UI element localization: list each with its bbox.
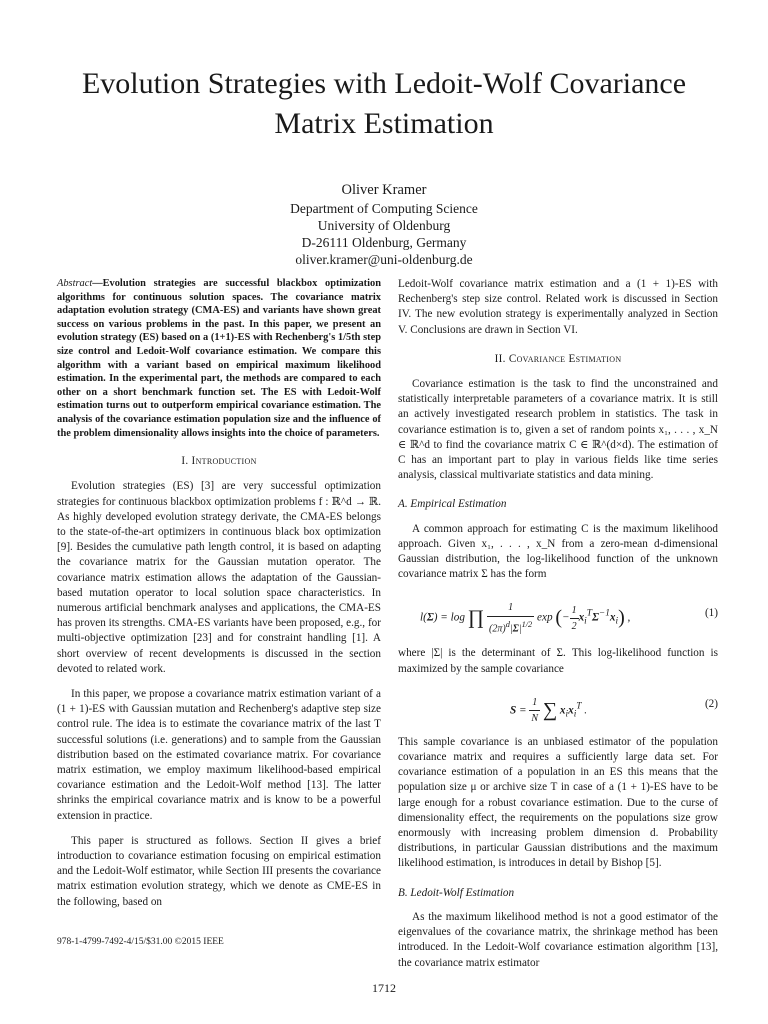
abstract bbox=[57, 277, 381, 440]
page-number: 1712 bbox=[372, 981, 396, 995]
section-heading-introduction: I. Introduction bbox=[181, 455, 257, 468]
author-block bbox=[0, 182, 768, 268]
intro-paragraph-2: In this paper, we propose a covariance matrix estimation variant of a (1 + 1)-ES with Gaussian mutation and Rechenberg's adaptive step size control rule. The idea is to estimate the covariance matrix of the last T successful solutions (i.e. generations) and to sample from the Gaussian distribution based on the estimated covariance matrix. For covariance matrix estimation, we employ maximum likelihood-based empirical covariance estimation and the Ledoit-Wolf method [13]. The latter shrinks the empirical covariance matrix and is know to be a powerful extension in practice. bbox=[57, 687, 381, 822]
equation-2-number: (2) bbox=[704, 697, 718, 710]
ledoit-wolf-paragraph: As the maximum likelihood method is not a good estimator of the eigenvalues of the covariance matrix, the shrinkage method has been introduced. In the Ledoit-Wolf covariance estimation algorithm [13], the covariance matrix estimator bbox=[398, 910, 718, 969]
empirical-paragraph-3: This sample covariance is an unbiased estimator of the population covariance matrix and requires a sufficiently large data set. For covariance estimation of a population in an ES this means that the population size μ or archive size T in case of a (1 + 1)-ES have to be large enough for a robust covariance estimation. Due to the curse of dimensionality effect, the requirements on the populations size grow enormously with increasing problem dimension d. Probability distributions, in particular Gaussian distributions and the maximum likelihood estimation, is introduces in detail by Bishop [5]. bbox=[398, 735, 718, 870]
right-column bbox=[398, 277, 718, 981]
author-address: D-26111 Oldenburg, Germany bbox=[301, 235, 467, 250]
covariance-paragraph: Covariance estimation is the task to find the unconstrained and statistically interpretable parameters of a covariance matrix. It is still an actively investigated research problem in statistics. The task in covariance estimation is to, given a set of random points x₁, . . . , x_N ∈ ℝ^d to find the covariance matrix C ∈ ℝ^(d×d). The estimation of C has an important part to play in various fields like time series analysis, classical multivariate statistics and data mining. bbox=[398, 378, 718, 482]
subsection-heading-ledoit-wolf: B. Ledoit-Wolf Estimation bbox=[398, 886, 515, 899]
equation-2 bbox=[398, 687, 718, 727]
intro-paragraph-3: This paper is structured as follows. Section II gives a brief introduction to covariance estimation focusing on empirical estimation and the Ledoit-Wolf estimator, while Section III presents the covariance matrix estimation evolution strategy, which we denote as CME-ES in the following, based on bbox=[57, 834, 381, 908]
paper-title: Evolution Strategies with Ledoit-Wolf Covariance Matrix Estimation bbox=[81, 67, 687, 140]
abstract-label: Abstract bbox=[57, 278, 93, 289]
empirical-paragraph-2: where |Σ| is the determinant of Σ. This log-likelihood function is maximized by the sample covariance bbox=[398, 647, 718, 675]
author-department: Department of Computing Science bbox=[290, 201, 478, 216]
copyright-notice: 978-1-4799-7492-4/15/$31.00 ©2015 IEEE bbox=[57, 937, 224, 947]
intro-paragraph-3-continued: Ledoit-Wolf covariance matrix estimation and a (1 + 1)-ES with Rechenberg's step size control. Related work is discussed in Section IV. The new evolution strategy is experimentally analyzed in Section V. Conclusions are drawn in Section VI. bbox=[398, 278, 718, 336]
equation-2-body: S = $\frac{1}{N}$ ∑ $x_ix_i^T$ . bbox=[510, 696, 588, 725]
equation-1-number: (1) bbox=[704, 607, 718, 620]
section-heading-covariance-estimation: II. Covariance Estimation bbox=[494, 352, 622, 365]
empirical-paragraph-1: A common approach for estimating C is the maximum likelihood approach. Given x₁, . . . , x_N from a zero-mean d-dimensional Gaussian distribution, the log-likelihood function of the unknown covariance matrix Σ has the form bbox=[398, 522, 718, 581]
abstract-text: —Evolution strategies are successful blackbox optimization algorithms for continuous solution spaces. The covariance matrix adaptation evolution strategy (CMA-ES) and variants have shown great success on various problems in the past. In this paper, we present an evolution strategy (ES) based on a (1+1)-ES with Rechenberg's 1/5th step size control and Ledoit-Wolf covariance estimation. We compare this algorithm with a variant based on empirical maximum likelihood estimation. In the experimental part, the methods are compared to each other on a short benchmark function set. The ES with Ledoit-Wolf estimation turns out to outperform empirical covariance estimation. The analysis of the covariance estimation population size and the influence of the problem dimensionality allows insights into the choice of parameters. bbox=[57, 278, 381, 439]
left-column bbox=[57, 277, 381, 920]
author-university: University of Oldenburg bbox=[317, 218, 451, 233]
equation-1 bbox=[398, 592, 718, 638]
equation-1-body: l(Σ) = log ∏ $\frac{1}{(2\pi)^d|\Sigma|^{1/2}}$ exp (− $\frac{1}{2}$ $x_i^T\Sigma^{-1}x_i$) , bbox=[420, 602, 631, 634]
subsection-heading-empirical: A. Empirical Estimation bbox=[398, 498, 507, 511]
author-email: oliver.kramer@uni-oldenburg.de bbox=[295, 252, 473, 267]
intro-paragraph-1: Evolution strategies (ES) [3] are very successful optimization strategies for continuous blackbox optimization problems f : ℝ^d → ℝ. As highly developed evolution strategy derivate, the CMA-ES belongs to the state-of-the-art optimizers in continuous black box optimization [9]. Besides the cumulative path length control, it is based on adapting the covariance matrix for the Gaussian mutation operator. The covariance matrix estimation allows the adaptation of the Gaussian-based mutation operator to local solution space characteristics. In numerous artificial benchmark analyses and applications, the CMA-ES has proven its strengths. CMA-ES variants have been proposed, e.g., for multi-objective optimization [23] and for constraint handling [1]. A short overview of recent developments is discussed in the section devoted to related work. bbox=[57, 480, 381, 675]
author-name: Oliver Kramer bbox=[341, 182, 427, 198]
